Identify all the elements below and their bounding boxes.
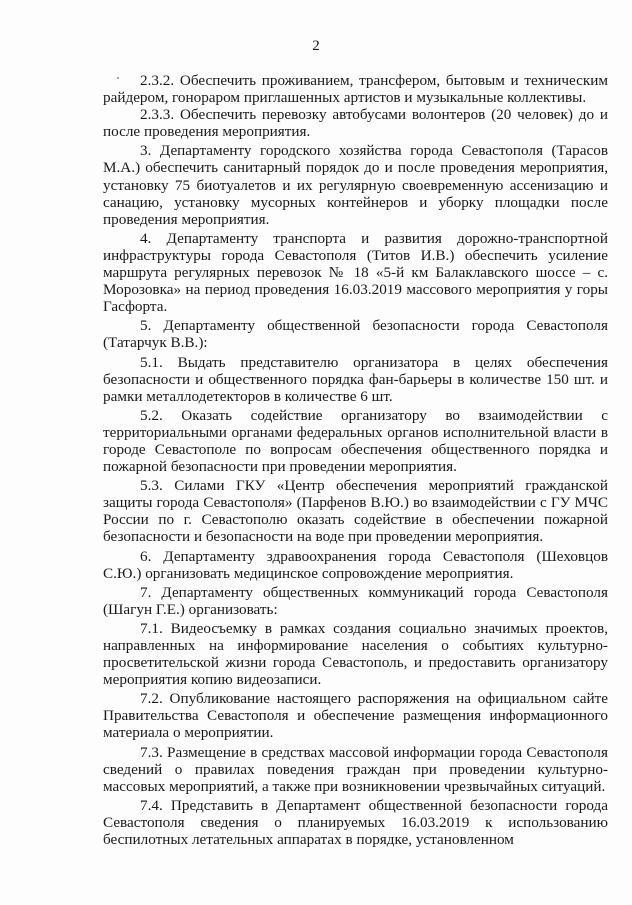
page-number: 2 <box>312 38 320 54</box>
paragraph-5-3: 5.3. Силами ГКУ «Центр обеспечения мероприятий гражданской защиты города Севастополя» (Парфенов В.Ю.) во взаимодействии с ГУ МЧС России по г. Севастополю оказать содействие в обеспечении пожарной безопасности и безопасности на воде при проведении мероприятия. <box>103 477 608 546</box>
paragraph-7: 7. Департаменту общественных коммуникаций города Севастополя (Шагун Г.Е.) организовать: <box>103 583 608 618</box>
paragraph-2-3-3: 2.3.3. Обеспечить перевозку автобусами волонтеров (20 человек) до и после проведения мероприятия. <box>103 106 608 141</box>
paragraph-7-3: 7.3. Размещение в средствах массовой информации города Севастополя сведений о правилах поведения граждан при проведении культурно-массовых мероприятий, а также при возникновении чрезвычайных ситуаций. <box>103 743 608 795</box>
document-body <box>103 72 608 848</box>
paragraph-3: 3. Департаменту городского хозяйства города Севастополя (Тарасов М.А.) обеспечить санитарный порядок до и после проведения мероприятия, установку 75 биотуалетов и их регулярную своевременную ассенизацию и санацию, установку мусорных контейнеров и уборку площадки после проведения мероприятия. <box>103 142 608 228</box>
paragraph-6: 6. Департаменту здравоохранения города Севастополя (Шеховцов С.Ю.) организовать медицинское сопровождение мероприятия. <box>103 547 608 582</box>
paragraph-5: 5. Департаменту общественной безопасности города Севастополя (Татарчук В.В.): <box>103 317 608 352</box>
paragraph-7-2: 7.2. Опубликование настоящего распоряжения на официальном сайте Правительства Севастополя и обеспечение размещения информационного материала о мероприятии. <box>103 690 608 742</box>
paragraph-2-3-2: 2.3.2. Обеспечить проживанием, трансфером, бытовым и техническим райдером, гонораром приглашенных артистов и музыкальные коллективы. <box>103 72 608 107</box>
paragraph-5-1: 5.1. Выдать представителю организатора в целях обеспечения безопасности и общественного порядка фан-барьеры в количестве 150 шт. и рамки металлодетекторов в количестве 6 шт. <box>103 353 608 405</box>
paragraph-7-4: 7.4. Представить в Департамент общественной безопасности города Севастополя сведения о планируемых 16.03.2019 к использованию беспилотных летательных аппаратах в порядке, установленном <box>103 796 608 849</box>
paragraph-4: 4. Департаменту транспорта и развития дорожно-транспортной инфраструктуры города Севастополя (Титов И.В.) обеспечить усиление маршрута регулярных перевозок № 18 «5-й км Балаклавского шоссе – с. Морозовка» на период проведения 16.03.2019 массового мероприятия у горы Гасфорта. <box>103 229 608 316</box>
paragraph-5-2: 5.2. Оказать содействие организатору во взаимодействии с территориальными органами федеральных органов исполнительной власти в городе Севастополе по вопросам обеспечения общественного порядка и пожарной безопасности при проведении мероприятия. <box>103 406 608 476</box>
paragraph-7-1: 7.1. Видеосъемку в рамках создания социально значимых проектов, направленных на информирование населения о событиях культурно-просветительской жизни города Севастополь, и предоставить организатору мероприятия копию видеозаписи. <box>103 619 608 689</box>
